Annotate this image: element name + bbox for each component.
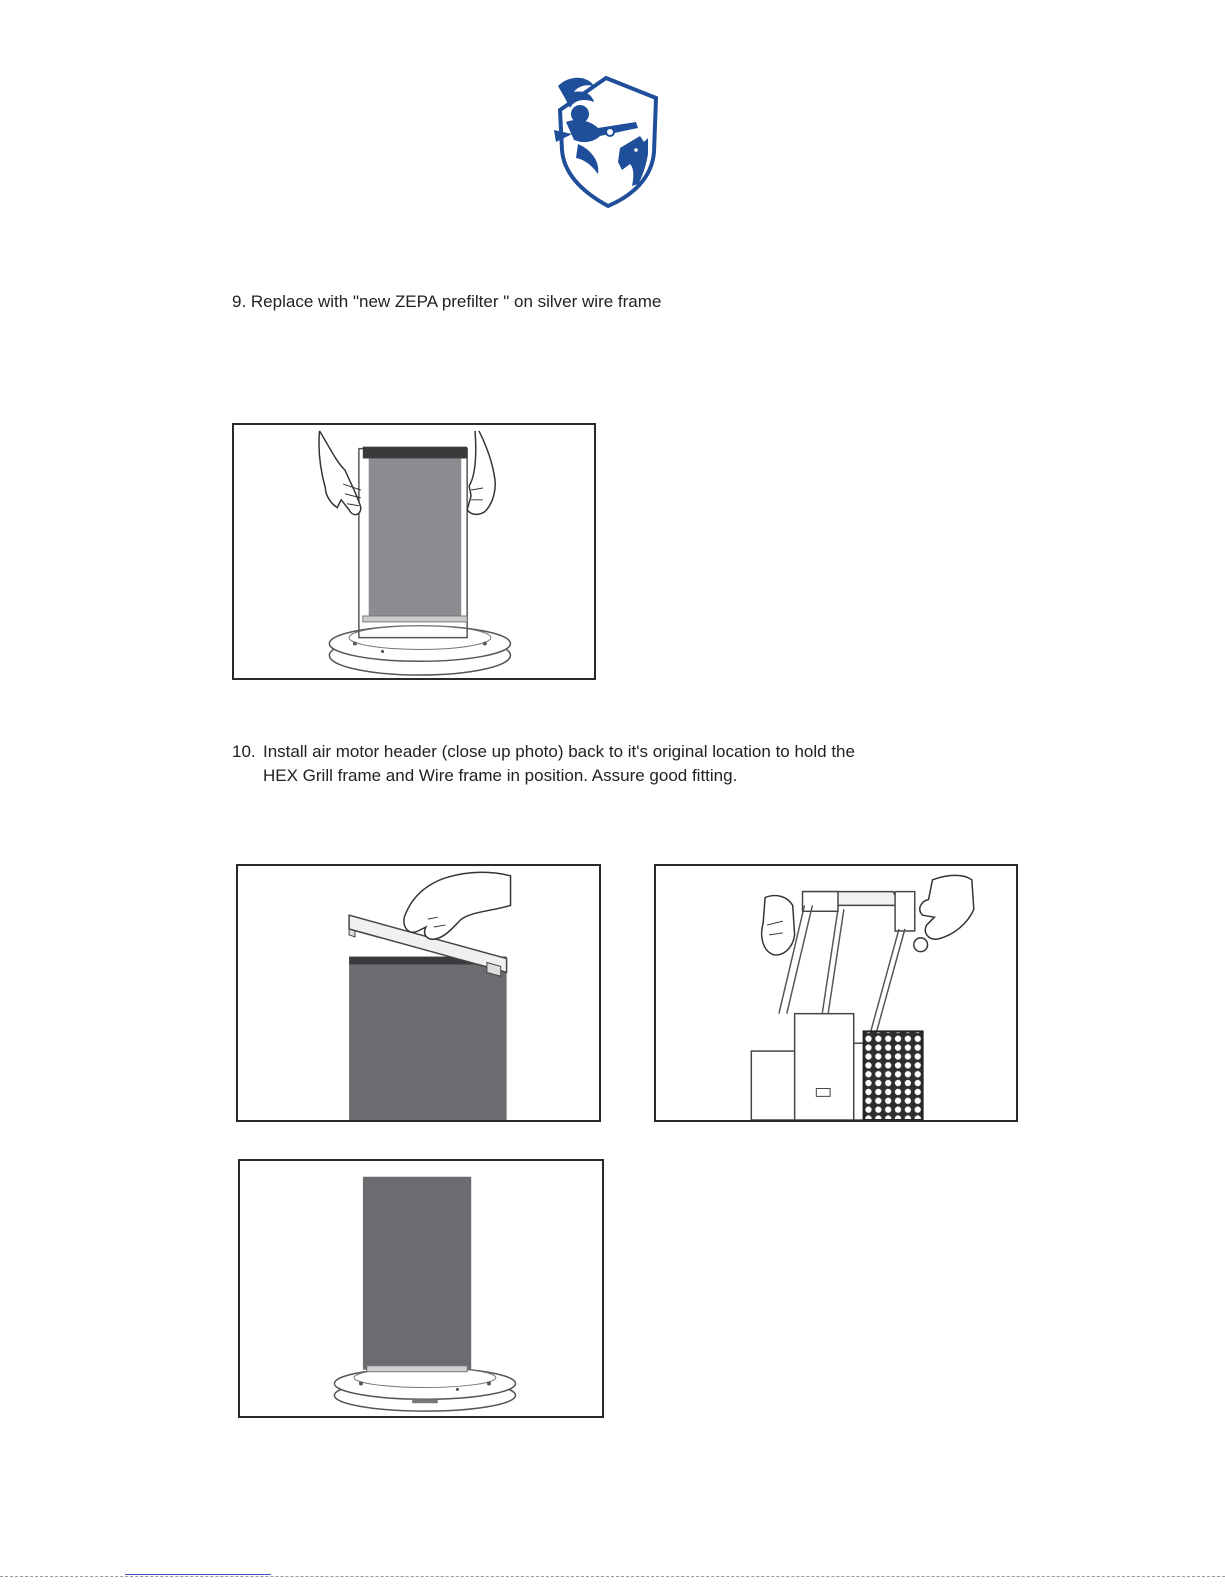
figure-assembled-unit bbox=[238, 1159, 604, 1418]
hands-installing-prefilter-icon bbox=[234, 425, 594, 678]
knight-horse-shield-icon bbox=[548, 70, 664, 208]
figure-header-open-hex-grill bbox=[654, 864, 1018, 1122]
footer-divider bbox=[0, 1576, 1225, 1577]
assembled-filter-unit-icon bbox=[240, 1161, 602, 1416]
hand-lowering-header-icon bbox=[238, 866, 599, 1120]
open-header-hex-grill-icon bbox=[656, 866, 1016, 1120]
company-logo bbox=[548, 70, 664, 208]
figure-prefilter-on-frame bbox=[232, 423, 596, 680]
step-10-number: 10. bbox=[232, 742, 256, 761]
figure-header-lowering bbox=[236, 864, 601, 1122]
step-9-instruction: 9. Replace with "new ZEPA prefilter " on silver wire frame bbox=[232, 292, 662, 311]
footer-link-underline[interactable] bbox=[125, 1574, 271, 1575]
step-10-line-2: HEX Grill frame and Wire frame in position. Assure good fitting. bbox=[263, 766, 738, 785]
step-10-instruction bbox=[232, 740, 952, 788]
step-10-line-1: Install air motor header (close up photo) back to it's original location to hold the bbox=[263, 742, 855, 761]
